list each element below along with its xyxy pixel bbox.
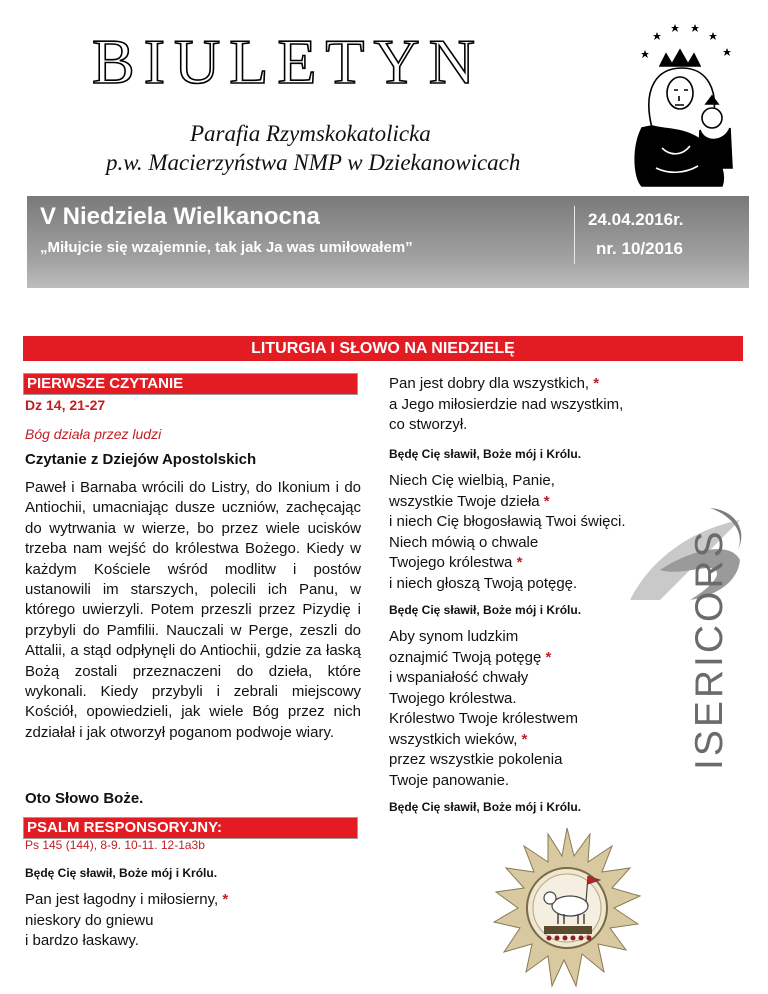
verse-line: Niech Cię wielbią, Panie,: [389, 472, 555, 489]
verse-star: *: [543, 492, 550, 510]
verse-line: Niech mówią o chwale: [389, 533, 539, 551]
issue-date: 24.04.2016r.: [588, 210, 684, 229]
psalm-stanza-2: [389, 374, 623, 436]
verse-line: Pan jest łagodny i miłosierny,: [25, 891, 219, 908]
header-divider: [574, 206, 575, 264]
verse-line: Twoje panowanie.: [389, 771, 510, 789]
verse-star: *: [593, 375, 600, 392]
sunday-title: V Niedziela Wielkanocna: [40, 203, 320, 230]
verse-line: nieskory do gniewu: [25, 911, 154, 929]
psalm-reference: Ps 145 (144), 8-9. 10-11. 12-1a3b: [25, 838, 205, 852]
verse-line: Twojego królestwa: [389, 554, 513, 571]
verse-line: co stworzył.: [389, 416, 468, 433]
bulletin-title: BIULETYN: [92, 26, 484, 97]
psalm-label: PSALM RESPONSORYJNY:: [23, 817, 358, 839]
psalm-stanza-4: [389, 627, 578, 791]
verse-line: wszystkie Twoje dzieła: [389, 492, 540, 510]
verse-line: oznajmić Twoją potęgę: [389, 648, 542, 666]
verse-line: i bardzo łaskawy.: [25, 932, 139, 949]
section-title: LITURGIA I SŁOWO NA NIEDZIELĘ: [23, 336, 743, 361]
verse-line: Aby synom ludzkim: [389, 628, 519, 645]
reading-reference: Dz 14, 21-27: [25, 397, 106, 413]
verse-line: a Jego miłosierdzie nad wszystkim,: [389, 395, 624, 413]
reading-ending: Oto Słowo Boże.: [25, 790, 144, 807]
issue-number: nr. 10/2016: [596, 239, 683, 258]
sunday-quote: „Miłujcie się wzajemnie, tak jak Ja was umiłowałem”: [40, 239, 413, 256]
verse-star: *: [516, 554, 523, 571]
verse-line: Pan jest dobry dla wszystkich,: [389, 375, 590, 392]
verse-star: *: [521, 730, 528, 748]
psalm-stanza-3: [389, 471, 626, 594]
verse-line: i wspaniałość chwały: [389, 669, 529, 686]
psalm-response: Będę Cię sławił, Boże mój i Królu.: [389, 800, 582, 814]
psalm-response: Będę Cię sławił, Boże mój i Królu.: [389, 447, 582, 461]
verse-star: *: [545, 648, 552, 666]
misericors-text: ISERICORS: [688, 528, 731, 770]
verse-line: Twojego królestwa.: [389, 689, 517, 707]
parish-name: Parafia Rzymskokatolicka: [190, 121, 431, 146]
reading-heading: Czytanie z Dziejów Apostolskich: [25, 451, 257, 468]
madonna-icon: [612, 18, 752, 188]
psalm-stanza-1: [25, 890, 228, 952]
lamb-of-god-emblem: [492, 826, 642, 990]
verse-line: i niech głoszą Twoją potęgę.: [389, 574, 578, 592]
verse-line: przez wszystkie pokolenia: [389, 751, 563, 768]
psalm-response: Będę Cię sławił, Boże mój i Królu.: [25, 866, 218, 880]
verse-star: *: [222, 891, 229, 908]
parish-dedication: p.w. Macierzyństwa NMP w Dziekanowicach: [106, 150, 521, 175]
reading-text: Paweł i Barnaba wrócili do Listry, do Ikonium i do Antiochii, umacniając dusze uczniów, zachęcając do wytrwania w wierze, bo przez wiele ucisków trzeba nam wejść do królestwa Bożego. Kiedy w każdym Kościele wśród modlitw i postów ustanowili im starszych, polecili ich Panu, w którego uwierzyli. Potem przeszli przez Pizydię i przybyli do Pamfilii. Nauczali w Perge, zeszli do Attalii, a stąd odpłynęli do Antiochii, gdzie za łaską Bożą zostali przeznaczeni do dzieła, które wykonali. Kiedy przybyli i zebrali miejscowy Kościół, opowiedzieli, jak wiele Bóg przez nich zdziałał i jak otworzył poganom podwoje wiary.: [25, 479, 361, 741]
verse-line: wszystkich wieków,: [389, 730, 518, 748]
verse-line: Królestwo Twoje królestwem: [389, 710, 578, 727]
reading-motto: Bóg działa przez ludzi: [25, 426, 162, 442]
verse-line: i niech Cię błogosławią Twoi święci.: [389, 513, 626, 530]
reading-label: PIERWSZE CZYTANIE: [23, 373, 358, 395]
psalm-response: Będę Cię sławił, Boże mój i Królu.: [389, 603, 582, 617]
